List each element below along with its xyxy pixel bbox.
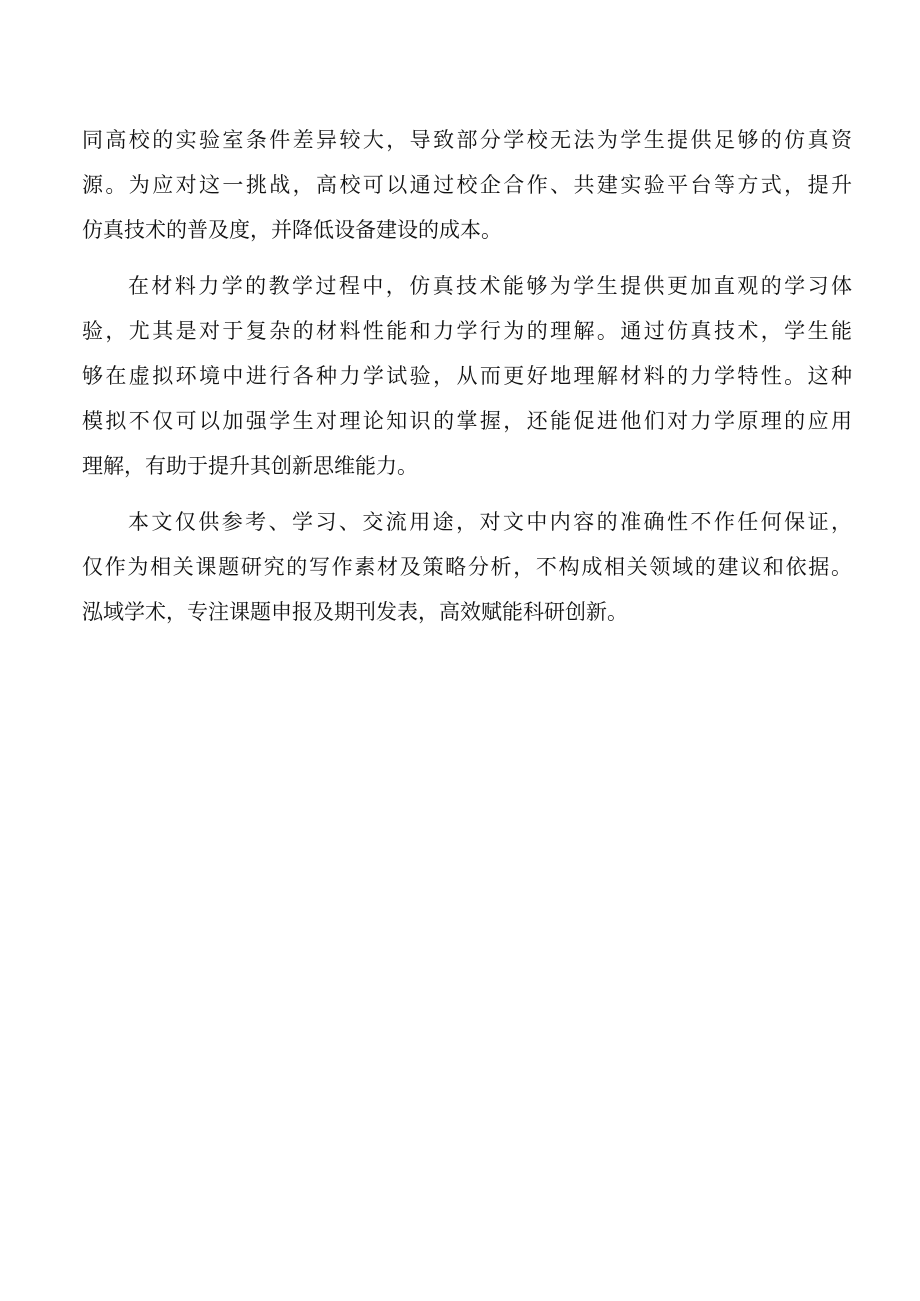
paragraph-line: 同高校的实验室条件差异较大，导致部分学校无法为学生提供足够的仿真资 <box>82 128 852 152</box>
document-body <box>82 118 852 635</box>
paragraph-line: 理解，有助于提升其创新思维能力。 <box>82 454 418 478</box>
paragraph-line: 验，尤其是对于复杂的材料性能和力学行为的理解。通过仿真技术，学生能 <box>82 319 852 343</box>
paragraph-line: 源。为应对这一挑战，高校可以通过校企合作、共建实验平台等方式，提升 <box>82 173 852 197</box>
paragraph-line: 在材料力学的教学过程中，仿真技术能够为学生提供更加直观的学习体 <box>128 274 852 298</box>
paragraph-line: 本文仅供参考、学习、交流用途，对文中内容的准确性不作任何保证， <box>128 510 852 534</box>
paragraph-line: 泓域学术，专注课题申报及期刊发表，高效赋能科研创新。 <box>82 600 628 624</box>
paragraph-2 <box>82 264 852 489</box>
paragraph-1 <box>82 118 852 253</box>
paragraph-line: 仅作为相关课题研究的写作素材及策略分析，不构成相关领域的建议和依据。 <box>82 555 852 579</box>
paragraph-line: 仿真技术的普及度，并降低设备建设的成本。 <box>82 218 502 242</box>
paragraph-line: 模拟不仅可以加强学生对理论知识的掌握，还能促进他们对力学原理的应用 <box>82 409 852 433</box>
paragraph-line: 够在虚拟环境中进行各种力学试验，从而更好地理解材料的力学特性。这种 <box>82 364 852 388</box>
paragraph-3 <box>82 500 852 635</box>
